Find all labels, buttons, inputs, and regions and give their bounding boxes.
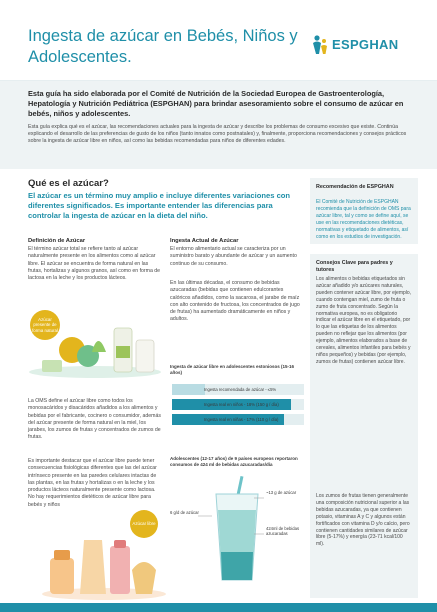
definition-p3: Es importante destacar que el azúcar libre puede tener consecuencias fisiológicas diferentes que las del azúcar intrínseco presente en las paredes celulares intactas de las plantas, en las frutas y hortalizas o en la leche y los productos lácteos naturalmente presente como lactosa. No hay requerimientos dietéticos de azúcar libre para bebés y niños: [28, 458, 157, 508]
current-intake-title: Ingesta Actual de Azúcar: [170, 238, 239, 244]
bar-1: [172, 384, 205, 395]
glass-chart-guides: [168, 480, 278, 580]
intro-body: Esta guía explica qué es el azúcar, las recomendaciones actuales para la ingesta de azúcar y describe los problemas de consumo excesivo que existe. Continúa explicando el desarrollo de las preferencias de gusto de los niños (tanto innatos como postnatales) y, finalmente, proporciona recomendaciones y consejos prácticos sobre la ingesta de azúcar libre en niños, así como las bebidas recomendadas para niños de diferentes edades.: [28, 124, 407, 145]
section-lead: El azúcar es un término muy amplio e incluye diferentes variaciones con diferentes significados. Es importante entender las diferencias para controlar la ingesta de azúcar en la dieta del niño.: [28, 191, 291, 220]
intro-lead: Esta guía ha sido elaborada por el Comité de Nutrición de la Sociedad Europea de Gastroenterología, Hepatología y Nutrición Pediátrica (ESPGHAN) para brindar asesoramiento sobre el consumo de azúcar en bebés, niños y adolescentes.: [28, 89, 404, 118]
bar-label-3: Ingesta real en niñas - 17% (110 g / día): [204, 417, 279, 422]
glass-chart-title: Adolescentes (12-17 años) de 9 países europeos reportaron consumos de 424 ml de bebidas azucaradas/día: [170, 456, 298, 467]
definition-title: Definición de Azúcar: [28, 238, 86, 244]
current-intake-p1: El entorno alimentario actual se caracteriza por un suministro barato y abundante de azúcar y un aumento continuo de su consumo.: [170, 246, 297, 267]
key-tips-text-2: Los zumos de frutas tienen generalmente una composición nutricional superior a las bebidas azucaradas, ya que contienen potasio, vitaminas A y C y algunos están fortificados con vitamina D y/o calcio, pero contienen cantidades similares de azúcar libre (5-17%) y energía (23-71 kcal/100 ml).: [316, 493, 410, 548]
natural-sugar-bubble: Azúcar presente de forma natural: [30, 310, 60, 340]
current-intake-p2: En las últimas décadas, el consumo de bebidas azucaradas (bebidas que contienen edulcorantes calóricos añadidos, como la sacarosa, el jarabe de maíz con alto contenido de fructosa, los concentrados de jugo de frutas) ha aumentado dramáticamente en niños y adultos.: [170, 280, 300, 323]
footer-bar: [0, 603, 437, 612]
recommendation-title: Recomendación de ESPGHAN: [316, 184, 394, 190]
key-tips-text: Los alimentos o bebidas etiquetados sin azúcar añadido y/o azúcares naturales, pueden contener azúcar libre, por ejemplo, cuando contengan miel, zumo de fruta o zumo de fruta concentrado. Según la normativa europea, no es obligatorio indicar el azúcar libre en el etiquetado, por lo que las etiquetas de los alimentos pueden no reflejar que los alimentos (por ejemplo, alimentos elaborados a base de cereales, alimentos infantiles para bebés y niños pequeños) y bebidas (por ejemplo, zumos de frutas) contienen azúcar libre.: [316, 276, 412, 365]
recommendation-text: El Comité de Nutrición de ESPGHAN recomienda que la definición de OMS para azúcar libre, tal y como se define aquí, se use en las recomendaciones dietéticas, normativas y etiquetado de alimentos, así como en los estudios de investigación.: [316, 199, 411, 240]
logo-text: ESPGHAN: [332, 37, 399, 52]
section-title: Qué es el azúcar?: [28, 178, 109, 189]
glass-label-total: 424ml de bebidas azucaradas: [266, 526, 300, 537]
definition-p2: La OMS define el azúcar libre como todos los monosacáridos y disacáridos añadidos a los alimentos y bebidas por el fabricante, cocinero o consumidor, además del azúcar presente de forma natural en la miel, los jarabes, los zumos de frutas y concentrados de zumos de frutas.: [28, 398, 161, 441]
glass-label-left: 6 g/d de azúcar: [170, 510, 199, 515]
glass-label-sugar: ~13 g de azúcar: [266, 490, 297, 495]
definition-p1: El término azúcar total se refiere tanto al azúcar naturalmente presente en los alimentos como al azúcar libre. El azúcar se encuentra de forma natural en las frutas, hortalizas y algunos granos, así como en forma de lactosa en la leche y los productos lácteos.: [28, 246, 161, 282]
espghan-figure-icon: [310, 34, 330, 56]
bar-chart-title: Ingesta de azúcar libre en adolescentes estoniosos (15-16 años): [170, 364, 295, 375]
espghan-logo: [310, 34, 420, 56]
free-sugar-bubble: Azúcar libre: [130, 510, 158, 538]
page-title: Ingesta de azúcar en Bebés, Niños y Adolescentes.: [28, 27, 298, 66]
key-tips-title: Consejos Clave para padres y tutores: [316, 260, 393, 273]
bar-label-2: Ingesta real en niños - 18% (150 g / día): [204, 402, 279, 407]
bar-label-1: Ingesta recomendada de azúcar - ≤5%: [204, 387, 277, 392]
